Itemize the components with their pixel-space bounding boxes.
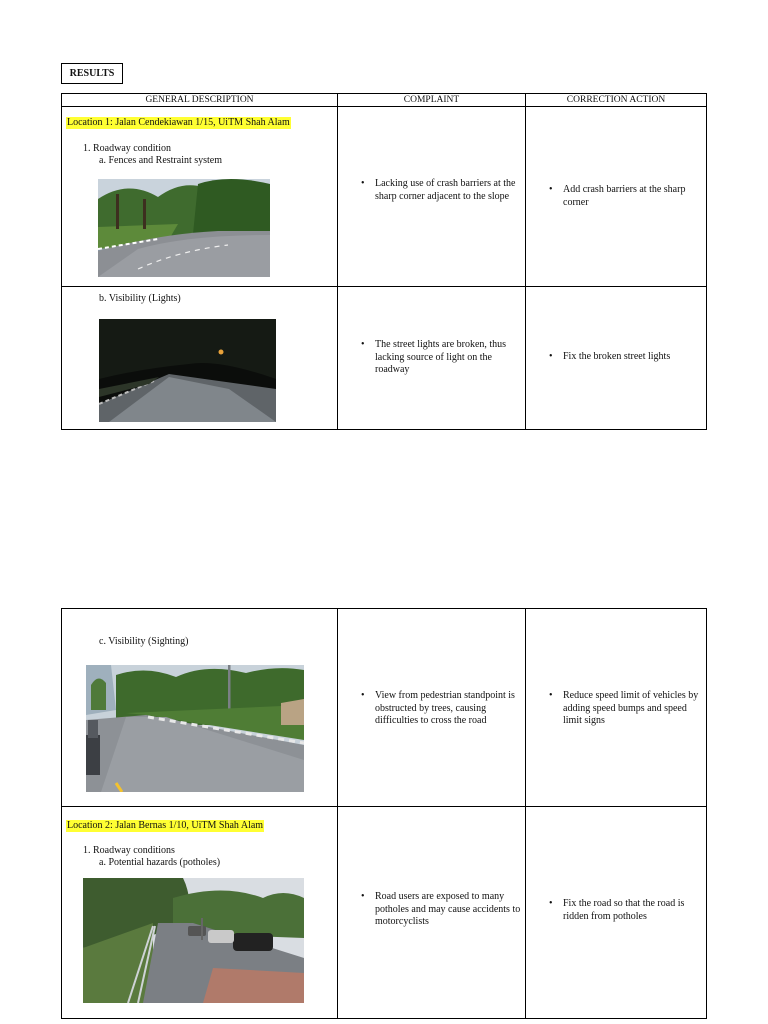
roadway-conditions-item: 1. Roadway conditions [83,845,175,856]
correction-cell-1c [526,609,707,807]
correction-cell-1a [526,107,707,287]
header-general-description: GENERAL DESCRIPTION [62,94,338,107]
results-label: RESULTS [61,63,123,84]
results-table-1 [61,93,707,430]
results-table-2 [61,608,707,1019]
potholes-road-photo [83,878,304,1003]
general-cell-2a [62,807,338,1019]
fences-restraint-subitem: a. Fences and Restraint system [99,155,223,166]
complaint-street-lights: • The street lights are broken, thus lacking source of light on the roadway [361,339,507,375]
header-complaint: COMPLAINT [338,94,526,107]
complaint-cell-1b [338,287,526,430]
complaint-cell-1c [338,609,526,807]
correction-cell-2a [526,807,707,1019]
general-cell-1a [62,107,338,287]
pedestrian-view-photo [86,665,304,792]
complaint-cell-2a [338,807,526,1019]
night-road-photo [99,319,276,422]
potential-hazards-subitem: a. Potential hazards (potholes) [99,857,221,868]
complaint-potholes: • Road users are exposed to many potholes and may cause accidents to motorcyclists [361,891,521,927]
complaint-cell-1a [338,107,526,287]
complaint-crash-barriers: • Lacking use of crash barriers at the sharp corner adjacent to the slope [361,178,516,202]
correction-speed-limit: • Reduce speed limit of vehicles by adding speed bumps and speed limit signs [549,690,699,726]
curved-road-photo [98,179,270,277]
correction-cell-1b [526,287,707,430]
header-correction-action: CORRECTION ACTION [526,94,707,107]
correction-potholes: • Fix the road so that the road is ridden from potholes [549,898,685,922]
general-cell-1c [62,609,338,807]
visibility-lights-subitem: b. Visibility (Lights) [99,293,181,304]
visibility-sighting-subitem: c. Visibility (Sighting) [99,636,189,647]
correction-street-lights: • Fix the broken street lights [549,351,671,362]
location-1-title: Location 1: Jalan Cendekiawan 1/15, UiTM Shah Alam [67,117,290,128]
location-2-title: Location 2: Jalan Bernas 1/10, UiTM Shah Alam [67,820,264,831]
complaint-pedestrian-view: • View from pedestrian standpoint is obstructed by trees, causing difficulties to cross the road [361,690,515,726]
roadway-condition-item: 1. Roadway condition [83,143,172,154]
general-cell-1b [62,287,338,430]
correction-crash-barriers: • Add crash barriers at the sharp corner [549,184,686,208]
